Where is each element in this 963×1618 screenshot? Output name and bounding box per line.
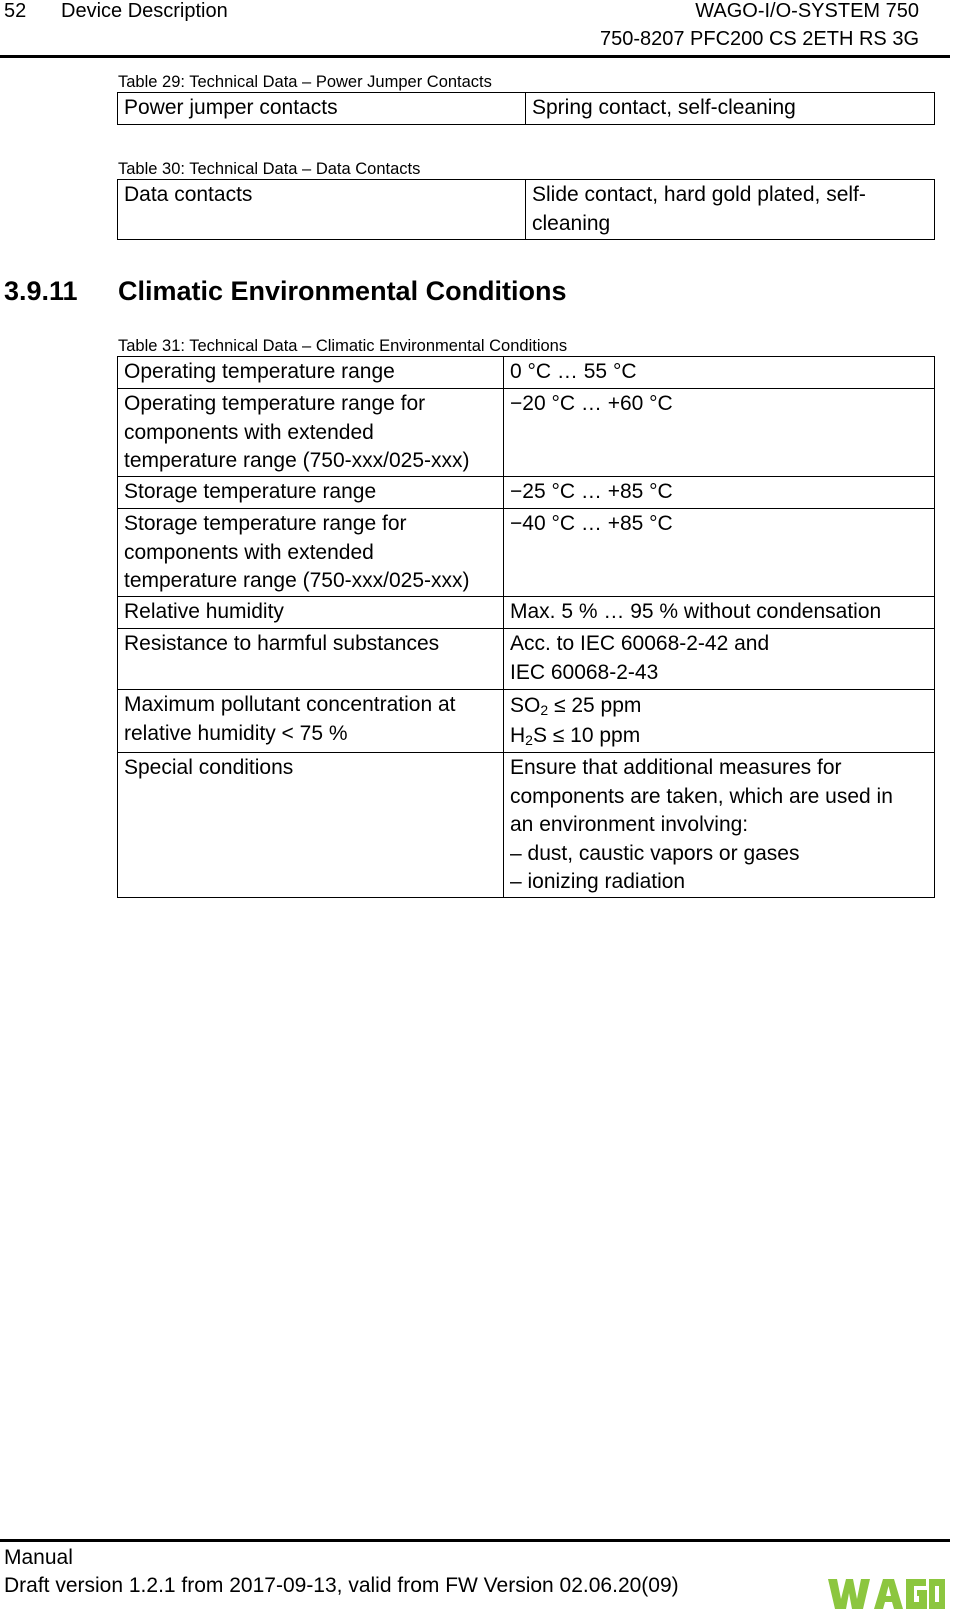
table-row — [118, 629, 935, 690]
table-31-label: Special conditions — [118, 753, 504, 898]
so2-subscript: 2 — [540, 702, 549, 718]
table-31-value — [504, 690, 935, 753]
table-29-value: Spring contact, self-cleaning — [526, 93, 935, 125]
table-31-value: −40 °C … +85 °C — [504, 509, 935, 597]
table-31-label: Operating temperature range — [118, 357, 504, 389]
h2s-base: H — [510, 724, 526, 747]
table-31-value: −25 °C … +85 °C — [504, 477, 935, 509]
h2s-line — [510, 721, 928, 751]
table-row — [118, 509, 935, 597]
table-31-value: Acc. to IEC 60068-2-42 and IEC 60068-2-43 — [504, 629, 935, 690]
table-31-value: Ensure that additional measures for components are taken, which are used in an environment involving: – dust, caustic vapors or gases – ionizing radiation — [504, 753, 935, 898]
header-rule — [0, 55, 950, 58]
table-row — [118, 690, 935, 753]
table-30-value: Slide contact, hard gold plated, self- cleaning — [526, 180, 935, 240]
table-31-caption: Table 31: Technical Data – Climatic Environmental Conditions — [118, 337, 568, 355]
table-row — [118, 477, 935, 509]
header-system-name: WAGO-I/O-SYSTEM 750 — [695, 0, 919, 22]
table-31-label: Resistance to harmful substances — [118, 629, 504, 690]
table-row — [118, 357, 935, 389]
footer-rule — [0, 1539, 950, 1542]
footer-version: Draft version 1.2.1 from 2017-09-13, valid from FW Version 02.06.20(09) — [4, 1574, 679, 1597]
table-31-label: Maximum pollutant concentration at relative humidity < 75 % — [118, 690, 504, 753]
table-29-label: Power jumper contacts — [118, 93, 526, 125]
table-row — [118, 180, 935, 240]
table-30-label: Data contacts — [118, 180, 526, 240]
so2-line — [510, 691, 928, 721]
header-section-title: Device Description — [61, 0, 228, 22]
wago-logo-icon — [826, 1573, 946, 1613]
table-29-caption: Table 29: Technical Data – Power Jumper Contacts — [118, 73, 492, 91]
table-30 — [117, 179, 935, 240]
section-number: 3.9.11 — [4, 276, 78, 306]
wago-logo — [826, 1573, 946, 1613]
table-31-value: Max. 5 % … 95 % without condensation — [504, 597, 935, 629]
so2-base: SO — [510, 694, 541, 717]
table-row — [118, 93, 935, 125]
table-row — [118, 597, 935, 629]
table-31 — [117, 356, 935, 898]
table-30-caption: Table 30: Technical Data – Data Contacts — [118, 160, 421, 178]
table-31-label: Storage temperature range — [118, 477, 504, 509]
h2s-limit: S ≤ 10 ppm — [532, 724, 641, 747]
table-row — [118, 753, 935, 898]
so2-limit: ≤ 25 ppm — [548, 694, 642, 717]
page-number: 52 — [4, 0, 27, 22]
table-31-label: Operating temperature range for components with extended temperature range (750-xxx/025-xxx) — [118, 389, 504, 477]
section-title: Climatic Environmental Conditions — [118, 276, 567, 306]
table-31-label: Relative humidity — [118, 597, 504, 629]
table-29 — [117, 92, 935, 125]
h2s-subscript: 2 — [525, 732, 533, 748]
footer-doc-type: Manual — [4, 1546, 73, 1569]
table-31-value: −20 °C … +60 °C — [504, 389, 935, 477]
header-product-name: 750-8207 PFC200 CS 2ETH RS 3G — [599, 28, 919, 50]
table-31-label: Storage temperature range for components with extended temperature range (750-xxx/025-xxx) — [118, 509, 504, 597]
table-row — [118, 389, 935, 477]
table-31-value: 0 °C … 55 °C — [504, 357, 935, 389]
